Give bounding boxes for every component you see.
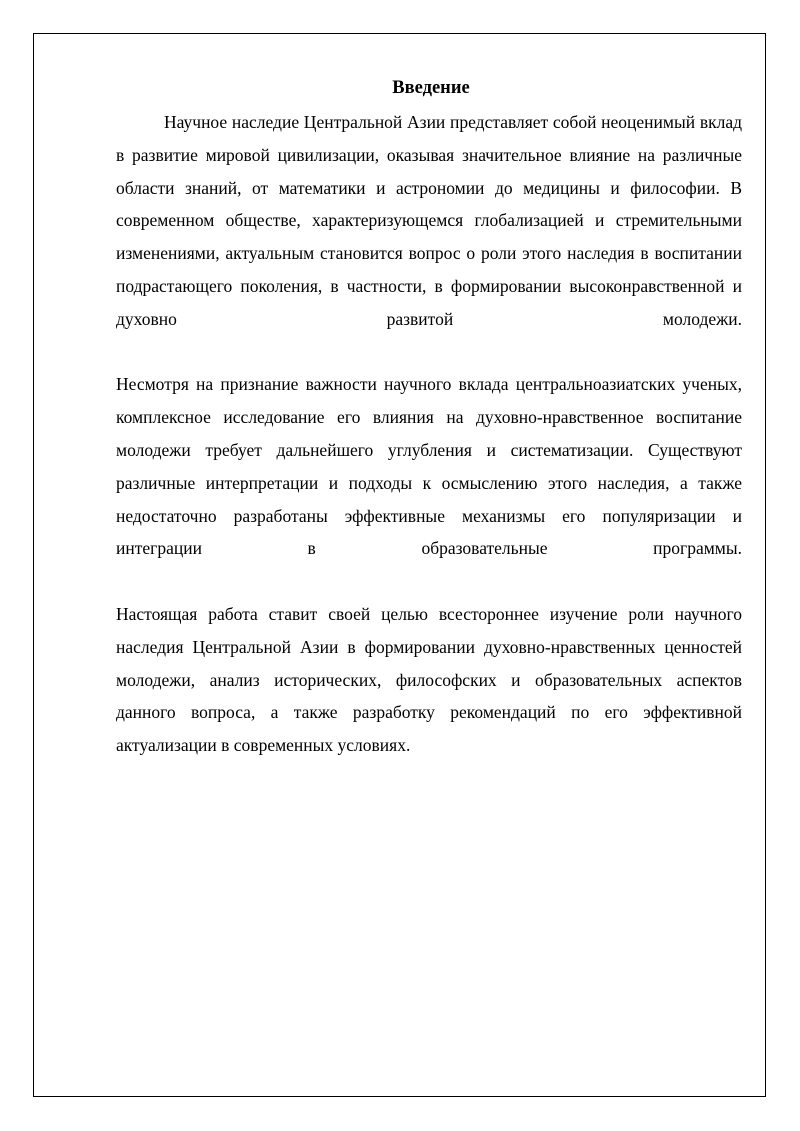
section-heading: Введение: [392, 78, 470, 98]
paragraph-gap: [116, 565, 742, 598]
paragraph-3: Настоящая работа ставит своей целью всестороннее изучение роли научного наследия Центральной Азии в формировании духовно-нравственных ценностей молодежи, анализ исторических, философских и образовательных аспектов данного вопроса, а также разработку рекомендаций по его эффективной актуализации в современных условиях.: [116, 603, 742, 756]
paragraph-1: Научное наследие Центральной Азии представляет собой неоценимый вклад в развитие мировой цивилизации, оказывая значительное влияние на различные области знаний, от математики и астрономии до медицины и философии. В современном обществе, характеризующемся глобализацией и стремительными изменениями, актуальным становится вопрос о роли этого наследия в воспитании подрастающего поколения, в частности, в формировании высоконравственной и духовно развитой молодежи.: [116, 112, 742, 329]
paragraph-2: Несмотря на признание важности научного вклада центральноазиатских ученых, комплексное исследование его влияния на духовно-нравственное воспитание молодежи требует дальнейшего углубления и систематизации. Существуют различные интерпретации и подходы к осмыслению этого наследия, а также недостаточно разработаны эффективные механизмы его популяризации и интеграции в образовательные программы.: [116, 374, 742, 559]
document-body: [116, 77, 742, 762]
paragraph-gap: [116, 336, 742, 369]
